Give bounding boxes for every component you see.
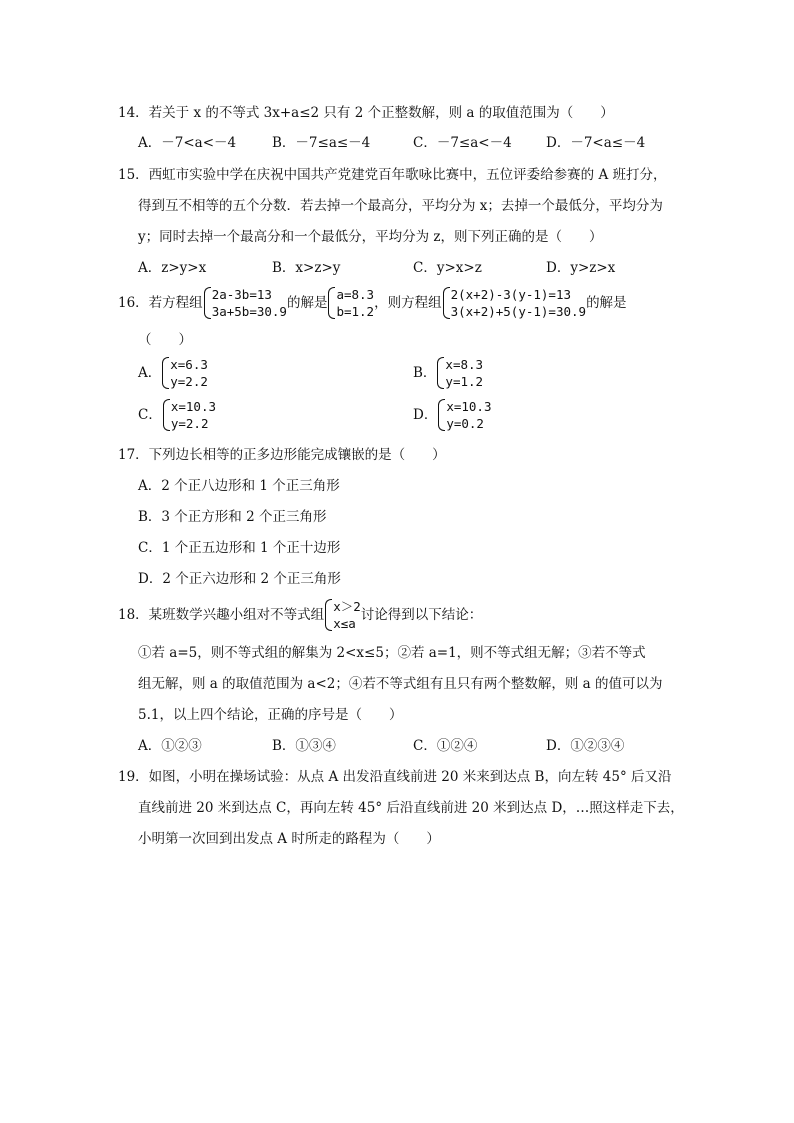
q16-option-d-system xyxy=(437,398,491,432)
q18-system xyxy=(324,598,361,632)
q16-system-1 xyxy=(203,286,287,320)
q16-mid1: 的解是 xyxy=(286,294,328,311)
q17-stem: 17．下列边长相等的正多边形能完成镶嵌的是（ ） xyxy=(118,447,446,463)
q15-option-c: C．y>x>z xyxy=(413,260,482,276)
q15-option-a: A．z>y>x xyxy=(138,260,207,276)
q19-stem-line1: 19．如图，小明在操场试验：从点 A 出发沿直线前进 20 米来到达点 B，向左转 45° 后又沿 xyxy=(118,769,672,785)
q16-system-1-eq2: 3a+5b=30.9 xyxy=(211,303,287,319)
q15-option-d: D．y>z>x xyxy=(546,260,616,276)
q18-option-a: A．①②③ xyxy=(138,738,202,754)
q16-system-2 xyxy=(442,286,586,320)
q16-system-2-eq1: 2(x+2)-3(y-1)=13 xyxy=(450,286,572,302)
q14-option-a: A．－7<a<－4 xyxy=(138,135,237,151)
q15-stem-line1: 15．西虹市实验中学在庆祝中国共产党建党百年歌咏比赛中，五位评委给参赛的 A 班打分， xyxy=(118,167,667,183)
q16-option-d-label: D． xyxy=(413,407,438,423)
q16-option-c-eq2: y=2.2 xyxy=(170,416,209,431)
q16-option-a-label: A． xyxy=(138,365,162,381)
q18-option-d: D．①②③④ xyxy=(546,738,625,754)
q16-option-b-eq2: y=1.2 xyxy=(445,374,484,389)
q16-option-c xyxy=(138,398,216,432)
q18-option-c: C．①②④ xyxy=(413,738,478,754)
q16-stem xyxy=(118,284,627,321)
q15-stem-line2: 得到互不相等的五个分数．若去掉一个最高分，平均分为 x；去掉一个最低分，平均分为 xyxy=(138,198,663,214)
q16-option-b xyxy=(413,356,483,390)
q14-option-b: B．－7≤a≤－4 xyxy=(272,135,371,151)
q17-option-b: B．3 个正方形和 2 个正三角形 xyxy=(138,509,327,525)
q16-option-c-eq1: x=10.3 xyxy=(170,399,216,414)
q16-paren: （ ） xyxy=(138,332,192,348)
q16-system-1-eq1: 2a-3b=13 xyxy=(211,286,272,302)
q15-stem-line3: y；同时去掉一个最高分和一个最低分，平均分为 z，则下列正确的是（ ） xyxy=(138,229,603,245)
q16-mid2: ，则方程组 xyxy=(374,294,442,311)
q16-system-2-eq2: 3(x+2)+5(y-1)=30.9 xyxy=(450,303,587,319)
q17-option-a: A．2 个正八边形和 1 个正三角形 xyxy=(138,478,340,494)
q19-stem-line2: 直线前进 20 米到达点 C，再向左转 45° 后沿直线前进 20 米到达点 D，…照这样走下去， xyxy=(138,800,684,816)
q16-option-a-eq2: y=2.2 xyxy=(170,374,208,389)
q18-suffix: 讨论得到以下结论： xyxy=(360,606,483,623)
q16-solution-1-eq1: a=8.3 xyxy=(336,286,375,302)
q15-option-b: B．x>z>y xyxy=(272,260,341,276)
q18-stem xyxy=(118,596,482,633)
q16-suffix: 的解是 xyxy=(586,294,627,311)
q18-system-eq1: x＞2 xyxy=(333,598,361,614)
q14-option-c: C．－7≤a<－4 xyxy=(413,135,512,151)
q19-stem-line3: 小明第一次回到出发点 A 时所走的路程为（ ） xyxy=(138,831,440,847)
q14-stem: 14．若关于 x 的不等式 3x+a≤2 只有 2 个正整数解，则 a 的取值范围为（ ） xyxy=(118,105,614,121)
q16-solution-1-eq2: b=1.2 xyxy=(336,303,375,319)
q17-option-d: D．2 个正六边形和 2 个正三角形 xyxy=(138,571,341,587)
q18-stem-line4: 5.1，以上四个结论，正确的序号是（ ） xyxy=(138,707,403,723)
q16-option-c-system xyxy=(162,398,216,432)
q18-stem-line3: 组无解，则 a 的取值范围为 a<2；④若不等式组有且只有两个整数解，则 a 的值可以为 xyxy=(138,676,663,692)
q16-option-c-label: C． xyxy=(138,407,162,423)
q18-stem-line2: ①若 a=5，则不等式组的解集为 2<x≤5；②若 a=1，则不等式组无解；③若不等式 xyxy=(138,645,646,661)
q18-prefix: 18．某班数学兴趣小组对不等式组 xyxy=(118,606,325,623)
q16-option-d-eq2: y=0.2 xyxy=(446,416,484,431)
q16-option-d-eq1: x=10.3 xyxy=(446,399,492,414)
q16-option-a xyxy=(138,356,208,390)
q16-solution-1 xyxy=(327,286,374,320)
q18-option-b: B．①③④ xyxy=(272,738,336,754)
q16-option-a-system xyxy=(161,356,208,390)
q16-option-a-eq1: x=6.3 xyxy=(170,357,208,372)
q14-option-d: D．－7<a≤－4 xyxy=(546,135,646,151)
q16-option-b-system xyxy=(436,356,483,390)
q16-option-b-eq1: x=8.3 xyxy=(445,357,484,372)
q18-system-eq2: x≤a xyxy=(333,615,356,631)
q16-prefix: 16．若方程组 xyxy=(118,294,203,311)
q16-option-d xyxy=(413,398,491,432)
q16-option-b-label: B． xyxy=(413,365,437,381)
q17-option-c: C．1 个正五边形和 1 个正十边形 xyxy=(138,540,341,556)
